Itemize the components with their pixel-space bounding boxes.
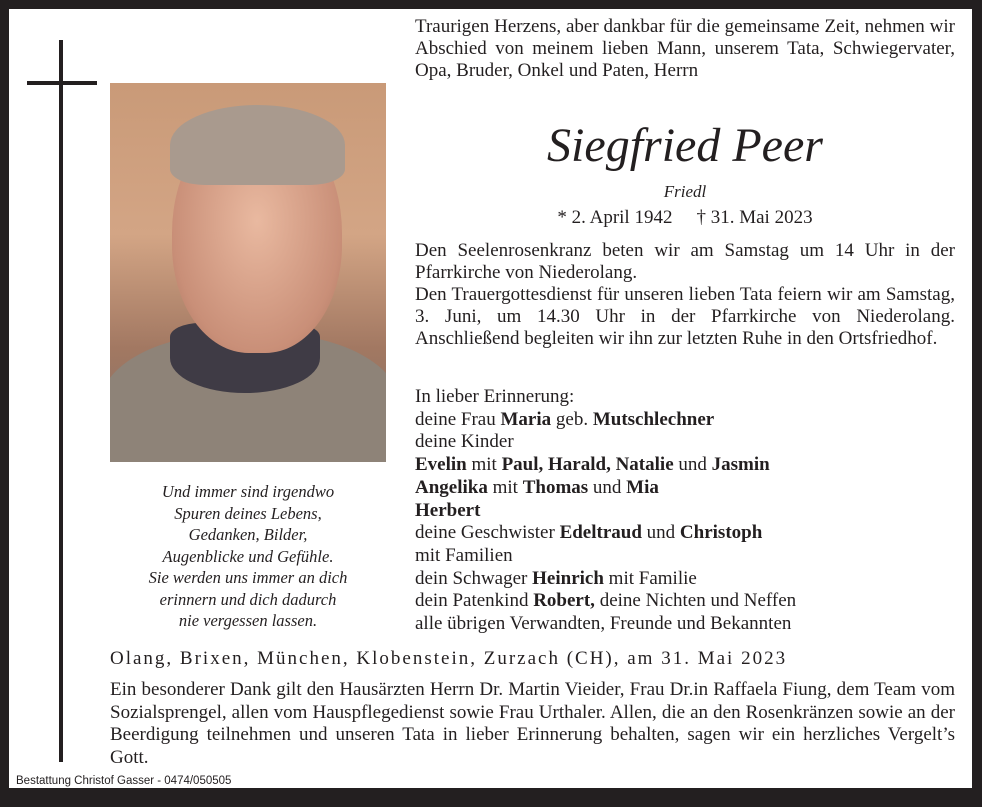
mourner-line: mit Familien [415, 544, 513, 566]
mourner-line: Herbert [415, 499, 481, 521]
mourner-line: Evelin mit Paul, Harald, Natalie und Jasmin [415, 454, 770, 476]
quote-line: Augenblicke und Gefühle. [162, 546, 334, 566]
life-dates [415, 207, 955, 229]
service-info [415, 240, 955, 350]
cross-icon [59, 40, 63, 762]
mourner-line: dein Patenkind Robert, deine Nichten und Neffen [415, 590, 797, 612]
mourner-line: deine Frau Maria geb. Mutschlechner [415, 408, 715, 430]
quote-line: Sie werden uns immer an dich [148, 568, 348, 587]
intro-text: Traurigen Herzens, aber dankbar für die gemeinsame Zeit, nehmen wir Abschied von meinem lieben Mann, unserem Tata, Schwiegervater, Opa, Bruder, Onkel und Paten, Herrn [415, 16, 955, 81]
thanks-text: Ein besonderer Dank gilt den Hausärzten Herrn Dr. Martin Vieider, Frau Dr.in Raffaela Fiung, dem Team vom Sozialsprengel, allen vom Hauspflegedienst sowie Frau Urthaler. Allen, die an den Rosenkränzen sowie an der Beerdigung teilnehmen und unseren Tata in lieber Erinnerung behalten, sagen wir ein herzliches Vergelt’s Gott. [110, 679, 955, 768]
portrait-photo [110, 83, 386, 462]
birth-date: * 2. April 1942 [557, 207, 673, 228]
death-date: † 31. Mai 2023 [696, 207, 813, 228]
quote-line: erinnern und dich dadurch [159, 589, 337, 609]
nickname: Friedl [663, 182, 707, 201]
cross-icon-bar [27, 81, 97, 85]
quote-line: nie vergessen lassen. [178, 611, 318, 630]
mourner-line: Angelika mit Thomas und Mia [415, 476, 659, 498]
mourner-line: alle übrigen Verwandten, Freunde und Bekannten [415, 613, 792, 635]
mourners-list [415, 386, 955, 636]
mourners-heading: In lieber Erinnerung: [415, 386, 575, 407]
deceased-name: Siegfried Peer [547, 119, 823, 172]
mourner-line: deine Kinder [415, 431, 514, 453]
mourner-line: deine Geschwister Edeltraud und Christoph [415, 522, 763, 544]
undertaker-info: Bestattung Christof Gasser - 0474/050505 [16, 775, 232, 787]
rosary-info: Den Seelenrosenkranz beten wir am Samstag um 14 Uhr in der Pfarrkirche von Niederolang. [415, 240, 955, 283]
places-and-date: Olang, Brixen, München, Klobenstein, Zurzach (CH), am 31. Mai 2023 [110, 648, 788, 669]
quote-line: Spuren deines Lebens, [174, 503, 322, 523]
mourner-line: dein Schwager Heinrich mit Familie [415, 567, 697, 589]
quote-line: Und immer sind irgendwo [161, 482, 335, 501]
funeral-info: Den Trauergottesdienst für unseren lieben Tata feiern wir am Samstag, 3. Juni, um 14.30 Uhr in der Pfarrkirche von Niederolang. Anschließend begleiten wir ihn zur letzten Ruhe in den Ortsfriedhof. [415, 284, 955, 349]
memorial-quote [110, 481, 386, 632]
quote-line: Gedanken, Bilder, [188, 525, 308, 544]
